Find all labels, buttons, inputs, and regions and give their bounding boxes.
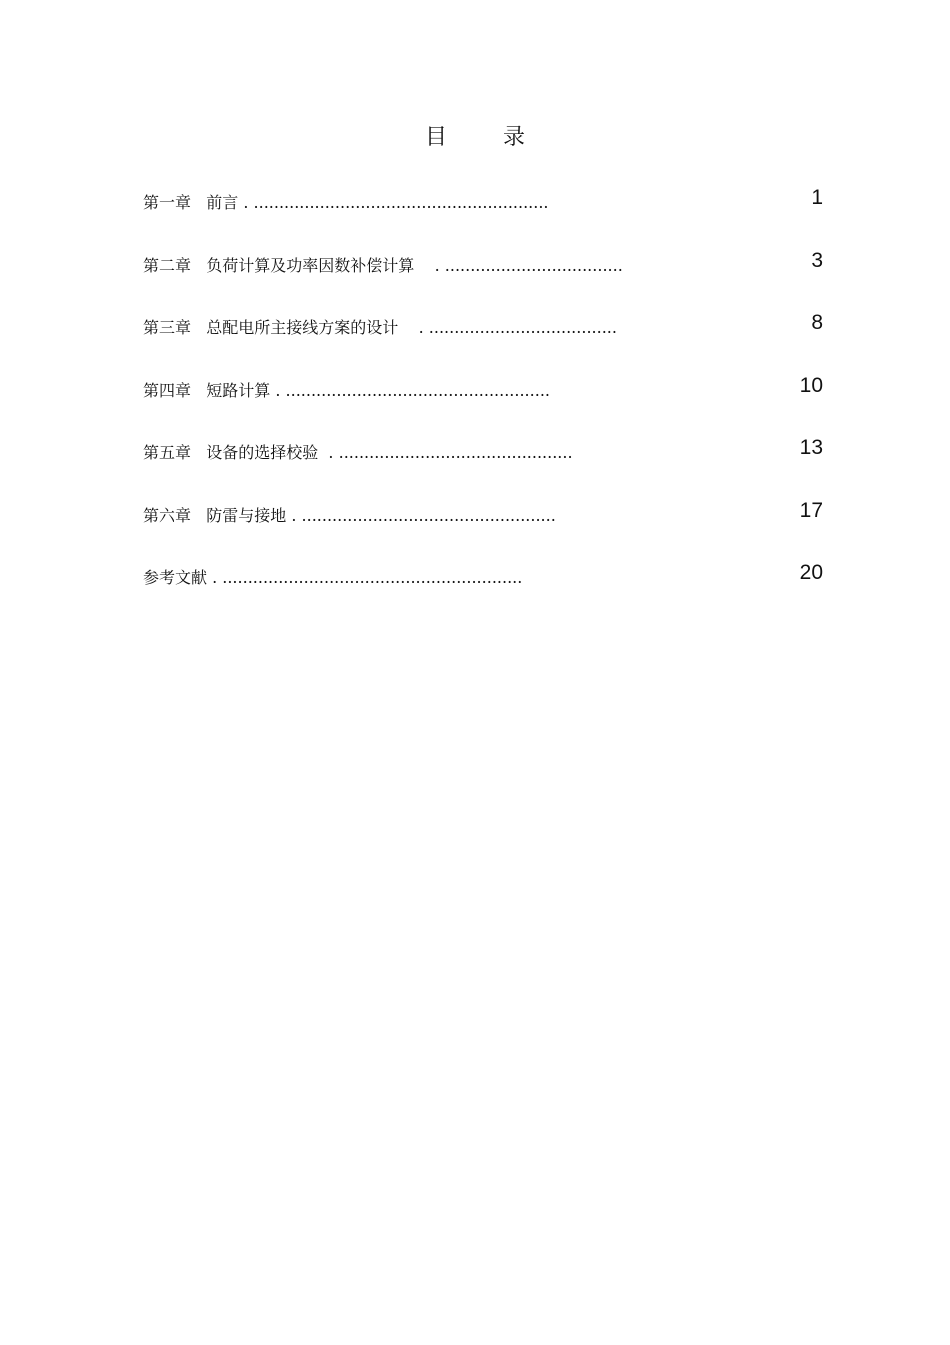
toc-entry-label: 第四章 短路计算 . ....................................................	[143, 380, 550, 400]
toc-entry-page: 1	[811, 186, 823, 209]
toc-entry[interactable]	[143, 430, 823, 493]
toc-entry-page: 20	[799, 561, 823, 584]
toc-entry-page: 8	[811, 311, 823, 334]
toc-entry-page: 17	[799, 498, 823, 522]
toc-title-char-1: 目	[424, 125, 447, 150]
toc-entry[interactable]	[143, 243, 823, 306]
toc-entry-label: 第六章 防雷与接地 . ..................................................	[143, 505, 556, 525]
toc-title-char-2: 录	[503, 125, 526, 150]
toc-entry-label: 第五章 设备的选择校验 . ..............................................	[143, 443, 573, 462]
toc-title	[0, 120, 950, 151]
toc-entry-label: 第二章 负荷计算及功率因数补偿计算 . ...................................	[143, 255, 623, 275]
toc-entry[interactable]	[143, 305, 823, 368]
toc-entry[interactable]	[143, 493, 823, 556]
toc-entry[interactable]	[143, 180, 823, 243]
toc-entry-page: 3	[811, 248, 823, 272]
toc-list	[143, 180, 823, 618]
toc-entry-label: 参考文献 . ...........................................................	[143, 568, 523, 587]
toc-entry-label: 第三章 总配电所主接线方案的设计 . .....................................	[143, 318, 617, 337]
toc-entry[interactable]	[143, 368, 823, 431]
toc-entry[interactable]	[143, 555, 823, 618]
toc-entry-page: 10	[799, 373, 823, 397]
toc-entry-page: 13	[799, 436, 823, 459]
toc-entry-label: 第一章 前言 . ..........................................................	[143, 193, 549, 212]
